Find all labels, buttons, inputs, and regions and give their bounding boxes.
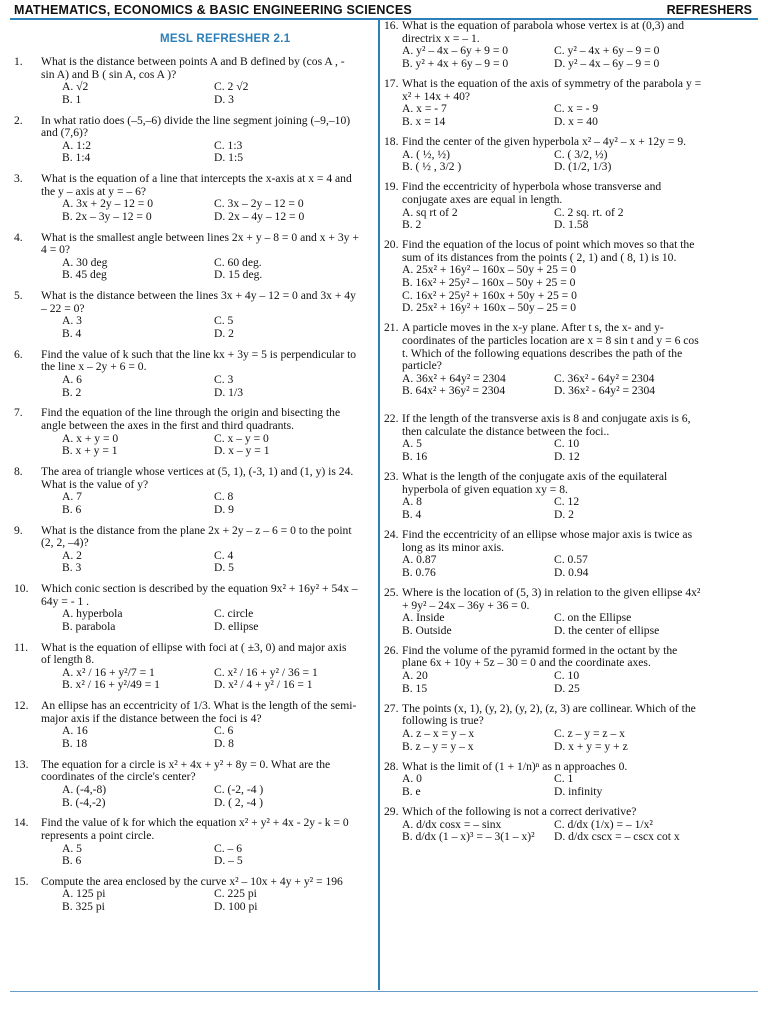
question-text: A particle moves in the x-y plane. After t s, the x- and y-coordinates of the particles location are x = 8 sin t and y = 6 cos t. Which of the following equations describes the path of the particle?	[402, 321, 699, 373]
answer-option: C. 8	[214, 490, 234, 504]
question-stem	[384, 181, 702, 206]
refresher-title: MESL REFRESHER 2.1	[160, 33, 291, 45]
answer-choices	[402, 496, 702, 521]
question-item	[384, 181, 702, 231]
question-text: Find the center of the given hyperbola x² – 4y² – x + 12y = 9.	[402, 134, 687, 148]
answer-option: B. (-4,-2)	[62, 795, 106, 809]
answer-option: C. circle	[214, 607, 254, 621]
question-text: Find the volume of the pyramid formed in the octant by the plane 6x + 10y + 5z – 30 = 0 and the coordinate axes.	[402, 643, 678, 670]
column-divider	[378, 18, 380, 990]
question-text: What is the smallest angle between lines 2x + y – 8 = 0 and x + 3y + 4 = 0?	[41, 230, 359, 257]
answer-option: B. 16x² + 25y² – 160x – 50y + 25 = 0	[402, 276, 576, 290]
question-number: 5.	[14, 289, 23, 303]
question-number: 11.	[14, 640, 29, 654]
question-text: Which of the following is not a correct derivative?	[402, 805, 637, 819]
question-stem	[14, 232, 359, 257]
answer-option: C. – 6	[214, 841, 243, 855]
answer-option: D. 12	[554, 449, 580, 463]
question-stem	[14, 290, 359, 315]
question-text: What is the equation of ellipse with foci at ( ±3, 0) and major axis of length 8.	[41, 640, 347, 667]
question-number: 9.	[14, 523, 23, 537]
answer-choices	[402, 612, 702, 637]
answer-option: C. 6	[214, 724, 234, 738]
answer-option: A. 25x² + 16y² – 160x – 50y + 25 = 0	[402, 263, 577, 277]
question-item	[14, 56, 359, 106]
question-item	[384, 239, 702, 315]
header-section-label: REFRESHERS	[666, 3, 752, 17]
answer-option: C. 3x – 2y – 12 = 0	[214, 197, 304, 211]
answer-option: A. 6	[62, 373, 82, 386]
answer-option: B. d/dx (1 – x)³ = – 3(1 – x)²	[402, 830, 535, 844]
answer-option: C. 10	[554, 669, 580, 683]
question-text: What is the limit of (1 + 1/n)ⁿ as n approaches 0.	[402, 759, 628, 773]
answer-option: B. z – y = y – x	[402, 739, 474, 753]
question-stem	[384, 806, 702, 819]
answer-option: B. 18	[62, 736, 88, 750]
answer-option: C. 0.57	[554, 553, 588, 567]
answer-choices	[402, 103, 702, 128]
question-text: In what ratio does (–5,–6) divide the line segment joining (–9,–10) and (7,6)?	[41, 113, 351, 140]
answer-choices	[62, 198, 359, 223]
question-text: What is the equation of parabola whose vertex is at (0,3) and directrix x = – 1.	[402, 19, 685, 45]
question-number: 4.	[14, 230, 23, 244]
question-number: 16.	[384, 19, 399, 32]
answer-option: B. 4	[62, 327, 82, 341]
answer-choices	[62, 784, 359, 809]
answer-option: C. ( 3/2, ½)	[554, 147, 608, 161]
answer-option: A. 36x² + 64y² = 2304	[402, 371, 506, 385]
question-item	[384, 703, 702, 753]
answer-option: A. 20	[402, 669, 428, 683]
question-text: Which conic section is described by the equation 9x² + 16y² + 54x – 64y = - 1 .	[41, 582, 358, 608]
question-stem	[14, 349, 359, 374]
answer-option: A. ( ½, ½)	[402, 147, 450, 161]
answer-option: C. d/dx (1/x) = – 1/x²	[554, 817, 653, 831]
question-item	[384, 136, 702, 174]
question-number: 25.	[384, 585, 399, 599]
question-number: 1.	[14, 55, 23, 68]
answer-option: A. 0.87	[402, 553, 437, 567]
answer-choices	[402, 773, 702, 798]
question-stem	[14, 642, 359, 667]
question-number: 14.	[14, 816, 29, 830]
question-item	[14, 173, 359, 223]
answer-option: C. x² / 16 + y² / 36 = 1	[214, 665, 318, 679]
answer-option: B. y² + 4x + 6y – 9 = 0	[402, 56, 509, 70]
question-item	[384, 78, 702, 128]
answer-option: A. x² / 16 + y²/7 = 1	[62, 665, 155, 679]
answer-option: A. hyperbola	[62, 607, 123, 621]
answer-option: D. 8	[214, 736, 234, 750]
answer-option: C. 2 √2	[214, 80, 249, 94]
answer-option: C. 3	[214, 373, 234, 386]
question-item	[384, 20, 702, 70]
question-text: What is the equation of the axis of symmetry of the parabola y = x² + 14x + 40?	[402, 76, 702, 103]
question-number: 15.	[14, 874, 29, 888]
page-header	[10, 2, 758, 20]
answer-option: A. 5	[62, 841, 82, 855]
question-stem	[14, 759, 359, 784]
question-number: 19.	[384, 180, 399, 194]
answer-option: D. 0.94	[554, 565, 589, 579]
question-text: The points (x, 1), (y, 2), (y, 2), (z, 3) are collinear. Which of the following is true?	[402, 701, 696, 728]
answer-option: D. 15 deg.	[214, 268, 263, 282]
question-stem	[384, 587, 702, 612]
question-stem	[14, 56, 359, 81]
question-number: 6.	[14, 347, 23, 361]
answer-option: D. 25x² + 16y² + 160x – 50y – 25 = 0	[402, 301, 577, 315]
question-item	[14, 115, 359, 165]
answer-option: C. x – y = 0	[214, 431, 269, 445]
question-number: 20.	[384, 238, 399, 252]
question-number: 21.	[384, 321, 399, 335]
answer-option: B. x = 14	[402, 114, 446, 128]
answer-option: B. Outside	[402, 623, 452, 637]
answer-option: D. the center of ellipse	[554, 623, 660, 637]
answer-choices	[62, 81, 359, 106]
question-stem	[14, 817, 359, 842]
answer-option: B. 1	[62, 92, 82, 106]
answer-option: D. 5	[214, 561, 234, 575]
question-item	[14, 876, 359, 914]
answer-choices	[62, 433, 359, 458]
question-number: 17.	[384, 76, 399, 90]
question-item	[14, 349, 359, 399]
question-text: Find the value of k for which the equation x² + y² + 4x - 2y - k = 0 represents a point circle.	[41, 816, 349, 842]
question-item	[14, 290, 359, 340]
answer-choices	[402, 670, 702, 695]
answer-option: D. infinity	[554, 785, 603, 798]
answer-option: C. 4	[214, 548, 234, 562]
answer-option: D. 2	[554, 507, 574, 521]
answer-option: D. ( 2, -4 )	[214, 795, 263, 809]
question-text: The area of triangle whose vertices at (5, 1), (-3, 1) and (1, y) is 24. What is the value of y?	[41, 464, 354, 491]
question-number: 18.	[384, 134, 399, 148]
answer-option: A. 125 pi	[62, 887, 106, 901]
question-item	[14, 466, 359, 516]
answer-option: B. 4	[402, 507, 422, 521]
answer-choices	[402, 264, 702, 314]
question-item	[384, 761, 702, 799]
answer-option: C. 225 pi	[214, 887, 257, 901]
answer-option: C. x = - 9	[554, 102, 599, 116]
answer-option: A. 3x + 2y – 12 = 0	[62, 197, 154, 211]
answer-option: B. 16	[402, 449, 428, 463]
answer-option: D. 25	[554, 681, 580, 695]
question-text: What is the equation of a line that intercepts the x-axis at x = 4 and the y – axis at y = – 6?	[41, 172, 352, 198]
answer-option: B. x² / 16 + y²/49 = 1	[62, 678, 160, 692]
answer-option: B. 2x – 3y – 12 = 0	[62, 209, 152, 223]
answer-option: A. 8	[402, 495, 422, 509]
answer-option: B. 6	[62, 502, 82, 516]
answer-option: C. 60 deg.	[214, 255, 262, 269]
question-item	[384, 322, 702, 398]
question-number: 22.	[384, 412, 399, 425]
answer-option: D. (1/2, 1/3)	[554, 160, 612, 174]
answer-option: A. d/dx cosx = – sinx	[402, 817, 502, 831]
question-stem	[384, 413, 702, 438]
question-text: Find the value of k such that the line kx + 3y = 5 is perpendicular to the line x – 2y + 6 = 0.	[41, 347, 357, 374]
answer-option: A. y² – 4x – 6y + 9 = 0	[402, 44, 509, 58]
answer-choices	[62, 725, 359, 750]
answer-choices	[402, 45, 702, 70]
question-text: If the length of the transverse axis is 8 and conjugate axis is 6, then calculate the distance between the foci..	[402, 412, 691, 438]
footer-rule	[10, 991, 758, 992]
question-item	[14, 525, 359, 575]
question-stem	[14, 115, 359, 140]
answer-option: A. 30 deg	[62, 255, 108, 269]
question-item	[14, 232, 359, 282]
question-stem	[14, 407, 359, 432]
answer-option: B. 0.76	[402, 565, 436, 579]
question-text: Where is the location of (5, 3) in relation to the given ellipse 4x² + 9y² – 24x – 36y + 36 = 0.	[402, 585, 701, 612]
answer-choices	[62, 888, 359, 913]
question-stem	[14, 525, 359, 550]
answer-option: D. 2	[214, 327, 234, 341]
answer-option: D. 1:5	[214, 151, 243, 165]
question-text: Compute the area enclosed by the curve x² – 10x + 4y + y² = 196	[41, 874, 343, 888]
question-number: 10.	[14, 582, 29, 596]
answer-option: A. z – x = y – x	[402, 727, 475, 741]
answer-option: C. 1	[554, 772, 574, 786]
question-text: Find the equation of the locus of point which moves so that the sum of its distances from the points ( 2, 1) and ( 8, 1) is 10.	[402, 238, 695, 264]
question-stem	[384, 20, 702, 45]
question-stem	[14, 466, 359, 491]
answer-option: A. (-4,-8)	[62, 782, 107, 796]
answer-option: D. 1.58	[554, 218, 589, 232]
answer-choices	[402, 207, 702, 232]
answer-choices	[62, 608, 359, 633]
answer-choices	[402, 373, 702, 398]
question-item	[14, 583, 359, 633]
question-item	[14, 642, 359, 692]
question-stem	[14, 583, 359, 608]
answer-option: D. 36x² - 64y² = 2304	[554, 384, 656, 398]
question-item	[384, 806, 702, 844]
question-text: What is the distance between the lines 3x + 4y – 12 = 0 and 3x + 4y – 22 = 0?	[41, 289, 356, 315]
question-text: What is the length of the conjugate axis of the equilateral hyperbola of given equation xy = 8.	[402, 469, 668, 496]
answer-option: A. 3	[62, 314, 82, 328]
answer-option: C. (-2, -4 )	[214, 782, 264, 796]
answer-option: B. 1:4	[62, 151, 91, 165]
answer-option: A. x = - 7	[402, 102, 447, 116]
answer-option: B. 64x² + 36y² = 2304	[402, 384, 506, 398]
answer-option: B. 2	[62, 385, 82, 399]
answer-option: D. x – y = 1	[214, 444, 270, 458]
answer-option: B. 2	[402, 218, 422, 232]
answer-option: B. 45 deg	[62, 268, 107, 282]
answer-option: D. x² / 4 + y² / 16 = 1	[214, 678, 313, 692]
question-item	[384, 645, 702, 695]
question-stem	[384, 78, 702, 103]
answer-choices	[62, 257, 359, 282]
question-number: 8.	[14, 464, 23, 478]
left-question-column	[14, 56, 359, 922]
answer-option: A. 2	[62, 548, 82, 562]
question-item	[14, 759, 359, 809]
question-text: What is the distance between points A and B defined by (cos A , - sin A) and B ( sin A, cos A )?	[41, 55, 345, 81]
answer-option: D. – 5	[214, 854, 243, 868]
right-question-column	[384, 20, 702, 852]
question-number: 26.	[384, 643, 399, 657]
question-stem	[384, 471, 702, 496]
answer-option: D. y² – 4x – 6y – 9 = 0	[554, 56, 660, 70]
answer-option: D. 9	[214, 502, 234, 516]
question-number: 12.	[14, 699, 29, 713]
answer-option: C. 2 sq. rt. of 2	[554, 205, 624, 219]
question-item	[14, 817, 359, 867]
answer-option: C. on the Ellipse	[554, 611, 632, 625]
answer-option: C. 1:3	[214, 138, 243, 152]
answer-option: B. 15	[402, 681, 428, 695]
answer-option: D. x + y = y + z	[554, 739, 628, 753]
answer-option: B. ( ½ , 3/2 )	[402, 160, 462, 174]
question-item	[14, 700, 359, 750]
question-stem	[384, 645, 702, 670]
question-number: 2.	[14, 113, 23, 127]
question-number: 27.	[384, 701, 399, 715]
answer-choices	[62, 843, 359, 868]
question-stem	[14, 700, 359, 725]
answer-option: B. x + y = 1	[62, 444, 118, 458]
answer-option: B. parabola	[62, 619, 116, 633]
question-text: What is the distance from the plane 2x + 2y – z – 6 = 0 to the point (2, 2, –4)?	[41, 523, 352, 550]
question-stem	[384, 761, 702, 774]
question-stem	[384, 529, 702, 554]
question-text: An ellipse has an eccentricity of 1/3. What is the length of the semi-major axis if the distance between the foci is 4?	[41, 699, 357, 725]
answer-option: C. 36x² - 64y² = 2304	[554, 371, 655, 385]
answer-option: A. 7	[62, 490, 82, 504]
answer-option: B. 3	[62, 561, 82, 575]
question-text: Find the eccentricity of hyperbola whose transverse and conjugate axes are equal in length.	[402, 180, 662, 206]
question-number: 24.	[384, 527, 399, 541]
answer-option: A. 16	[62, 724, 88, 738]
question-item	[384, 529, 702, 579]
question-item	[384, 471, 702, 521]
question-number: 23.	[384, 469, 399, 483]
answer-option: A. Inside	[402, 611, 445, 625]
answer-option: C. 16x² + 25y² + 160x + 50y + 25 = 0	[402, 288, 577, 302]
answer-option: C. 10	[554, 437, 580, 451]
answer-option: D. 100 pi	[214, 900, 258, 914]
answer-option: D. 1/3	[214, 385, 243, 399]
answer-option: C. 12	[554, 495, 580, 509]
answer-option: C. 5	[214, 314, 234, 328]
question-stem	[384, 322, 702, 372]
answer-choices	[402, 819, 702, 844]
answer-option: A. x + y = 0	[62, 431, 119, 445]
answer-choices	[402, 728, 702, 753]
question-text: Find the eccentricity of an ellipse whose major axis is twice as long as its minor axis.	[402, 527, 693, 554]
question-text: Find the equation of the line through the origin and bisecting the angle between the axes in the first and third quadrants.	[41, 406, 341, 432]
answer-choices	[62, 491, 359, 516]
question-number: 3.	[14, 172, 23, 186]
question-stem	[384, 239, 702, 264]
question-item	[14, 407, 359, 457]
question-number: 29.	[384, 805, 399, 819]
answer-option: A. 1:2	[62, 138, 91, 152]
answer-option: C. y² – 4x + 6y – 9 = 0	[554, 44, 660, 58]
answer-option: A. 0	[402, 772, 422, 786]
answer-choices	[62, 550, 359, 575]
answer-option: A. √2	[62, 80, 89, 94]
answer-choices	[62, 140, 359, 165]
question-stem	[384, 136, 702, 149]
answer-option: A. 5	[402, 437, 422, 451]
question-stem	[384, 703, 702, 728]
answer-choices	[62, 667, 359, 692]
answer-option: D. ellipse	[214, 619, 259, 633]
answer-choices	[402, 149, 702, 174]
question-number: 7.	[14, 406, 23, 420]
question-number: 28.	[384, 759, 399, 773]
answer-choices	[62, 315, 359, 340]
answer-option: B. 325 pi	[62, 900, 105, 914]
answer-choices	[402, 554, 702, 579]
answer-choices	[402, 438, 702, 463]
header-subject-title: MATHEMATICS, ECONOMICS & BASIC ENGINEERING SCIENCES	[14, 3, 412, 17]
answer-option: D. x = 40	[554, 114, 598, 128]
question-number: 13.	[14, 757, 29, 771]
answer-option: D. 2x – 4y – 12 = 0	[214, 209, 305, 223]
answer-option: A. sq rt of 2	[402, 205, 458, 219]
answer-option: C. z – y = z – x	[554, 727, 625, 741]
answer-option: D. 3	[214, 92, 234, 106]
question-text: The equation for a circle is x² + 4x + y² + 8y = 0. What are the coordinates of the circle's center?	[41, 757, 331, 784]
answer-choices	[62, 374, 359, 399]
question-item	[384, 413, 702, 463]
answer-option: B. 6	[62, 854, 82, 868]
question-stem	[14, 173, 359, 198]
answer-option: B. e	[402, 785, 421, 798]
answer-option: D. d/dx cscx = – cscx cot x	[554, 830, 680, 844]
question-item	[384, 587, 702, 637]
